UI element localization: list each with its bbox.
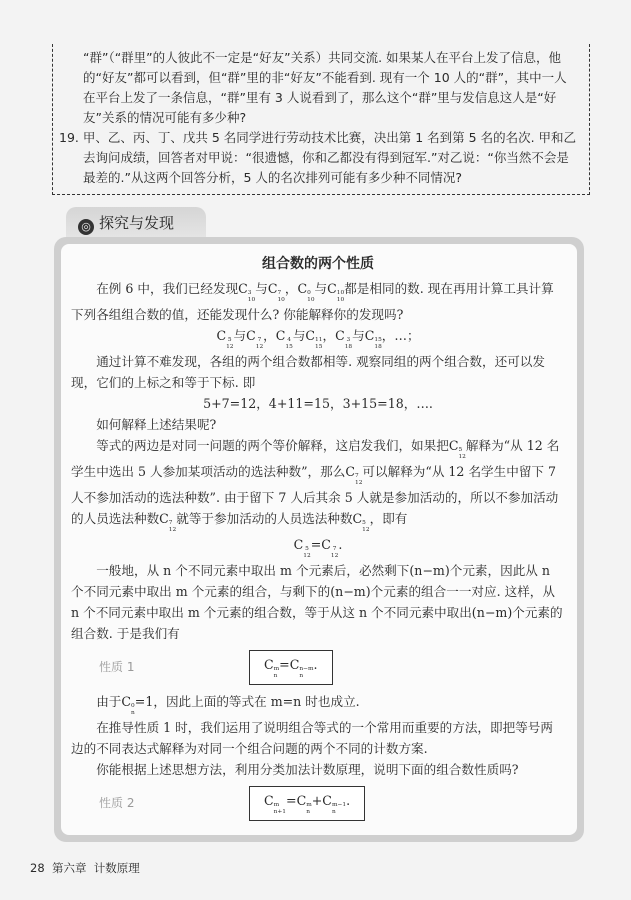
chapter-label: 第六章: [51, 861, 87, 875]
paragraph: 在推导性质 1 时，我们运用了说明组合等式的一个常用而重要的方法，即把等号两边的不同表达式解释为对同一个组合问题的两个不同的计数方案.: [71, 720, 553, 756]
sums-line: 5+7=12，4+11=15，3+15=18，….: [203, 396, 433, 411]
paragraph: 在例 6 中，我们已经发现C 3 10 与C 7 10 ，C 0 10 与C 10 10 都是相同的数. 现在再用计算工具计算下列各组组合数的值，还能发现什么? 你能解释你的发现吗?: [71, 278, 565, 325]
property-1: 性质 1 C m n =C n−m n .: [71, 650, 565, 685]
exercise-19: [59, 128, 577, 188]
page-number: 28: [30, 861, 45, 875]
page-footer: [30, 860, 631, 876]
spiral-icon: ◎: [78, 219, 94, 235]
paragraph: 一般地，从 n 个不同元素中取出 m 个元素后，必然剩下(n−m)个元素，因此从 n 个不同元素中取出 m 个元素的组合，与剩下的(n−m)个元素的组合一一对应. 这样，从 n 个不同元素中取出 m 个元素的组合数，等于从这 n 个不同元素中取出(n−m)个元素的组合数. 于是我们有: [71, 563, 563, 641]
exercise-18-continued: “群”（“群里”的人彼此不一定是“好友”关系）共同交流. 如果某人在平台上发了信息，他的“好友”都可以看到，但“群”里的非“好友”不能看到. 现有一个 10 人的“群”，其中一人在平台上发了一条信息，“群”里有 3 人说看到了，那么这个“群”里与发信息这人是“好友”关系的情况可能有多少种?: [83, 50, 567, 125]
paragraph: 由于C 0 n =1，因此上面的等式在 m=n 时也成立.: [96, 694, 360, 716]
exercise-box: [52, 44, 590, 195]
section-label: 探究与发现: [99, 214, 175, 232]
exercise-text: 甲、乙、丙、丁、戊共 5 名同学进行劳动技术比赛，决出第 1 名到第 5 名的名次. 甲和乙去询问成绩，回答者对甲说：“很遗憾，你和乙都没有得到冠军.”对乙说：“你当然不会是最差的.”从这两个回答分析，5 人的名次排列可能有多少种不同情况?: [82, 130, 577, 185]
property-2: 性质 2 C m n+1 =C m n +C m−1 n .: [71, 786, 565, 821]
paragraph: 通过计算不难发现，各组的两个组合数都相等. 观察同组的两个组合数，还可以发现，它们的上标之和等于下标. 即: [71, 354, 545, 390]
exercise-number: 19.: [59, 130, 79, 145]
paragraph: 如何解释上述结果呢?: [96, 417, 217, 432]
paragraph: 你能根据上述思想方法，利用分类加法计数原理，说明下面的组合数性质吗?: [96, 762, 519, 777]
comb-list: C 5 12 与C 7 12 ，C 4 15 与C 11 15 ，C 3 18 与C 15 18 ，…；: [216, 328, 420, 350]
formula-box: C m n =C n−m n .: [249, 650, 333, 685]
panel-title: 组合数的两个性质: [262, 256, 374, 272]
chapter-title: 计数原理: [93, 861, 140, 875]
paragraph: 等式的两边是对同一问题的两个等价解释，这启发我们，如果把C 5 12 解释为“从 12 名学生中选出 5 人参加某项活动的选法种数”，那么C 7 12 可以解释为“从 12 名学生中留下 7 人不参加活动的选法种数”. 由于留下 7 人后其余 5 人就是参加活动的，所以不参加活动的人员选法种数C 7 12 就等于参加活动的人员选法种数C 5 12 ，即有: [71, 438, 560, 533]
formula-box: C m n+1 =C m n +C m−1 n .: [249, 786, 365, 821]
comb: C 3 10: [238, 281, 256, 303]
equation: C 5 12 =C 7 12 .: [293, 537, 343, 559]
explore-panel: [54, 237, 584, 842]
section-tab: [66, 207, 206, 237]
